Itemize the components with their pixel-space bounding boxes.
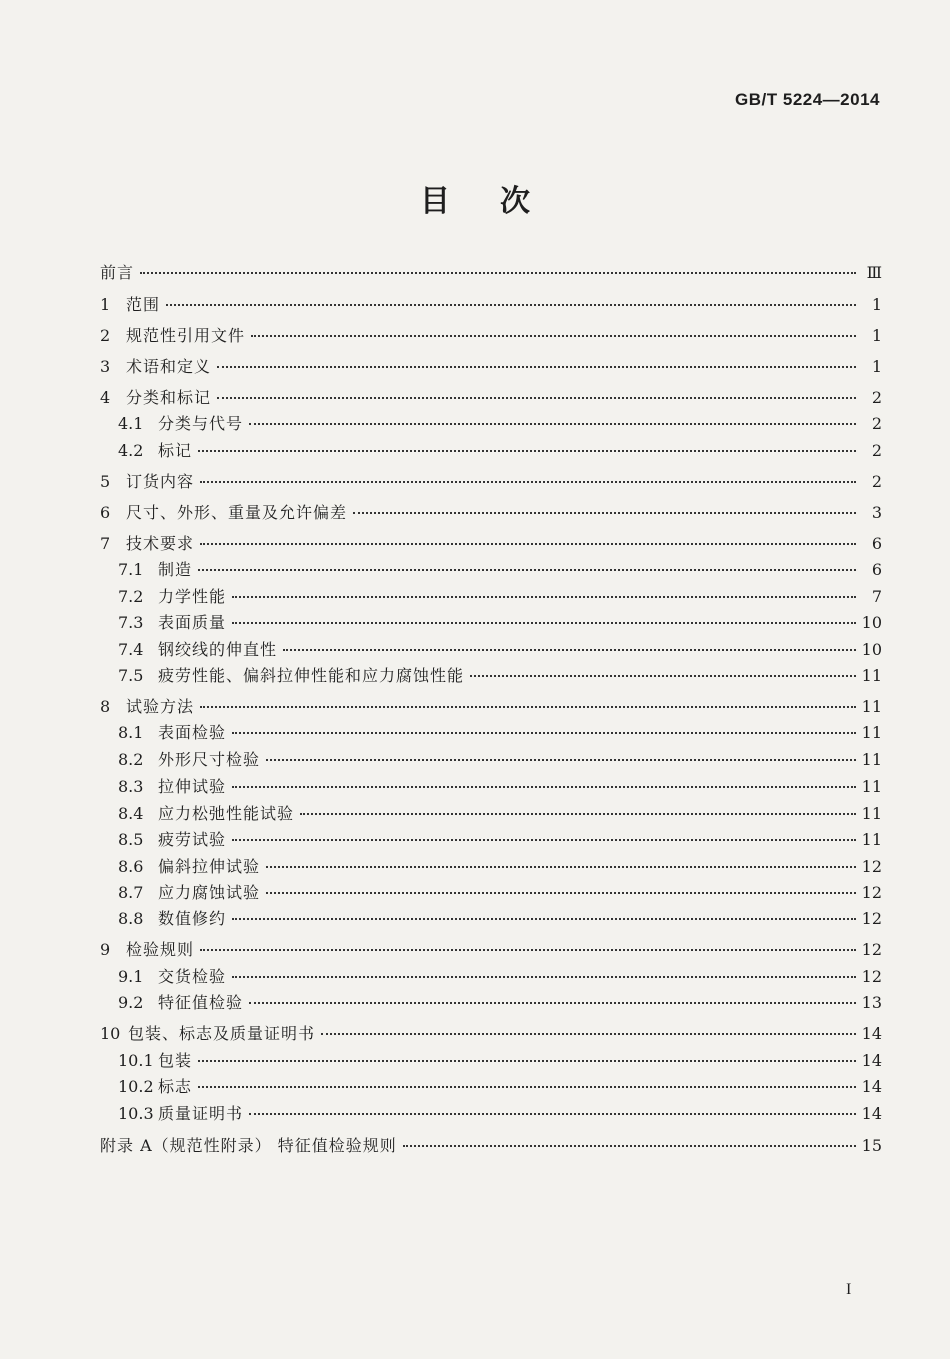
toc-entry-number: 7.5	[118, 666, 144, 685]
dot-leader	[232, 786, 856, 788]
toc-entry-label: 拉伸试验	[158, 777, 227, 796]
toc-entry-label: 钢绞线的伸直性	[158, 640, 278, 659]
toc-entry-page: 10	[861, 613, 882, 632]
toc-entry-page: 2	[871, 441, 882, 460]
toc-entry-number: 2	[100, 326, 111, 345]
toc-entry-number: 9.2	[118, 993, 144, 1012]
toc-entry-label: 数值修约	[158, 909, 227, 928]
toc-entry[interactable]	[100, 966, 882, 988]
toc-entry-number: 1	[100, 295, 111, 314]
toc-entry-page: 14	[861, 1104, 882, 1123]
toc-entry-page: 12	[861, 857, 882, 876]
toc-entry-page: 11	[861, 666, 882, 685]
toc-entry[interactable]	[100, 471, 882, 493]
toc-entry-number: 9.1	[118, 967, 144, 986]
toc-entry-page: 14	[861, 1024, 882, 1043]
toc-entry[interactable]	[100, 533, 882, 555]
toc-entry-label: 包装、标志及质量证明书	[128, 1024, 316, 1043]
toc-entry[interactable]	[100, 1050, 882, 1072]
toc-entry-number: 5	[100, 472, 111, 491]
toc-entry-page: 6	[871, 534, 882, 553]
toc-entry-label: 偏斜拉伸试验	[158, 857, 261, 876]
dot-leader	[232, 839, 856, 841]
toc-entry-number: 7.4	[118, 640, 144, 659]
toc-entry-page: 11	[861, 723, 882, 742]
dot-leader	[200, 949, 856, 951]
toc-entry[interactable]	[100, 1103, 882, 1125]
toc-entry[interactable]	[100, 1023, 882, 1045]
page-title: 目次	[420, 184, 580, 219]
dot-leader	[232, 622, 856, 624]
toc-entry-page: 11	[861, 804, 882, 823]
dot-leader	[266, 759, 856, 761]
toc-entry-label: 技术要求	[126, 534, 195, 553]
toc-entry-page: 7	[871, 587, 882, 606]
toc-entry-label: 制造	[158, 560, 193, 579]
toc-entry-label: 表面质量	[158, 613, 227, 632]
dot-leader	[300, 813, 856, 815]
toc-entry[interactable]	[100, 829, 882, 851]
dot-leader	[353, 512, 856, 514]
toc-entry-page: 1	[871, 357, 882, 376]
dot-leader	[283, 649, 856, 651]
dot-leader	[200, 481, 856, 483]
toc-entry-page: 3	[871, 503, 882, 522]
toc-entry[interactable]	[100, 749, 882, 771]
toc-entry-number: 8.8	[118, 909, 144, 928]
dot-leader	[198, 569, 856, 571]
dot-leader	[217, 366, 856, 368]
toc-entry-page: 11	[861, 750, 882, 769]
toc-entry-label: 分类和标记	[126, 388, 212, 407]
toc-entry-label: 标志	[158, 1077, 193, 1096]
toc-entry[interactable]	[100, 908, 882, 930]
dot-leader	[200, 543, 856, 545]
toc-entry-label: 应力腐蚀试验	[158, 883, 261, 902]
toc-entry[interactable]	[100, 803, 882, 825]
dot-leader	[232, 976, 856, 978]
toc-entry-label: 疲劳性能、偏斜拉伸性能和应力腐蚀性能	[158, 666, 465, 685]
toc-entry-number: 7.1	[118, 560, 144, 579]
toc-entry-number: 10.1	[118, 1051, 154, 1070]
dot-leader	[217, 397, 856, 399]
toc-entry-number: 10.2	[118, 1077, 154, 1096]
toc-entry-page: 2	[871, 414, 882, 433]
toc-entry-label: 尺寸、外形、重量及允许偏差	[126, 503, 348, 522]
toc-entry-number: 4.1	[118, 414, 144, 433]
dot-leader	[232, 732, 856, 734]
toc-entry-label: 范围	[126, 295, 161, 314]
toc-entry[interactable]	[100, 586, 882, 608]
dot-leader	[470, 675, 856, 677]
toc-entry-number: 10.3	[118, 1104, 154, 1123]
toc-entry-number: 8.2	[118, 750, 144, 769]
toc-entry[interactable]	[100, 1076, 882, 1098]
dot-leader	[232, 596, 856, 598]
toc-entry-page: 14	[861, 1051, 882, 1070]
toc-entry-label: 力学性能	[158, 587, 227, 606]
toc-entry-label: 订货内容	[126, 472, 195, 491]
toc-entry-page: 12	[861, 940, 882, 959]
toc-entry-label: 附录 A（规范性附录） 特征值检验规则	[100, 1136, 397, 1155]
toc-entry[interactable]	[100, 262, 882, 284]
toc-entry-page: 11	[861, 830, 882, 849]
dot-leader	[198, 1060, 856, 1062]
toc-entry[interactable]	[100, 665, 882, 687]
toc-entry-number: 10	[100, 1024, 121, 1043]
toc-entry-number: 4	[100, 388, 111, 407]
toc-entry[interactable]	[100, 856, 882, 878]
toc-entry-number: 8.3	[118, 777, 144, 796]
dot-leader	[249, 423, 856, 425]
toc-entry-page: 2	[871, 388, 882, 407]
toc-entry-number: 8.1	[118, 723, 144, 742]
toc-entry[interactable]	[100, 387, 882, 409]
toc-entry-number: 7.3	[118, 613, 144, 632]
toc-entry[interactable]	[100, 356, 882, 378]
toc-entry[interactable]	[100, 612, 882, 634]
dot-leader	[403, 1145, 856, 1147]
toc-entry-number: 7	[100, 534, 111, 553]
toc-entry-page: 12	[861, 967, 882, 986]
toc-entry-page: 11	[861, 697, 882, 716]
toc-entry-page: 1	[871, 326, 882, 345]
toc-entry-number: 8.6	[118, 857, 144, 876]
toc-entry-number: 4.2	[118, 441, 144, 460]
dot-leader	[321, 1033, 856, 1035]
dot-leader	[198, 450, 856, 452]
toc-entry-page: 14	[861, 1077, 882, 1096]
toc-entry-page: Ⅲ	[866, 263, 882, 282]
toc-entry-label: 交货检验	[158, 967, 227, 986]
standard-code: GB/T 5224—2014	[735, 90, 880, 109]
toc-entry[interactable]	[100, 502, 882, 524]
toc-entry-label: 规范性引用文件	[126, 326, 246, 345]
toc-entry[interactable]	[100, 559, 882, 581]
dot-leader	[200, 706, 856, 708]
toc-entry-page: 1	[871, 295, 882, 314]
toc-entry[interactable]	[100, 413, 882, 435]
toc-entry-page: 13	[861, 993, 882, 1012]
toc-entry[interactable]	[100, 1135, 882, 1157]
toc-entry-page: 15	[861, 1136, 882, 1155]
toc-entry-page: 10	[861, 640, 882, 659]
toc-entry[interactable]	[100, 939, 882, 961]
toc-entry-label: 术语和定义	[126, 357, 212, 376]
toc-entry[interactable]	[100, 776, 882, 798]
toc-entry-number: 8.4	[118, 804, 144, 823]
dot-leader	[198, 1086, 856, 1088]
toc-entry[interactable]	[100, 882, 882, 904]
toc-entry-number: 7.2	[118, 587, 144, 606]
dot-leader	[140, 272, 856, 274]
toc-entry-number: 6	[100, 503, 111, 522]
toc-entry[interactable]	[100, 722, 882, 744]
dot-leader	[266, 892, 856, 894]
toc-entry-page: 2	[871, 472, 882, 491]
toc-entry[interactable]	[100, 325, 882, 347]
toc-entry-label: 检验规则	[126, 940, 195, 959]
toc-entry-label: 标记	[158, 441, 193, 460]
toc-entry-label: 包装	[158, 1051, 193, 1070]
toc-entry[interactable]	[100, 294, 882, 316]
dot-leader	[251, 335, 856, 337]
toc-entry[interactable]	[100, 639, 882, 661]
dot-leader	[249, 1113, 856, 1115]
toc-entry-label: 应力松弛性能试验	[158, 804, 295, 823]
dot-leader	[266, 866, 856, 868]
toc-entry[interactable]	[100, 992, 882, 1014]
toc-entry-label: 表面检验	[158, 723, 227, 742]
toc-entry-number: 8	[100, 697, 111, 716]
toc-entry-number: 8.5	[118, 830, 144, 849]
toc-entry-number: 9	[100, 940, 111, 959]
toc-entry-number: 3	[100, 357, 111, 376]
page-number: I	[846, 1281, 852, 1298]
toc-entry-label: 质量证明书	[158, 1104, 244, 1123]
toc-entry-label: 疲劳试验	[158, 830, 227, 849]
toc-entry-page: 6	[871, 560, 882, 579]
toc-entry-label: 外形尺寸检验	[158, 750, 261, 769]
toc-entry-label: 特征值检验	[158, 993, 244, 1012]
toc-entry-label: 前言	[100, 263, 135, 282]
toc-entry-label: 试验方法	[126, 697, 195, 716]
toc-entry-page: 12	[861, 909, 882, 928]
toc-entry[interactable]	[100, 696, 882, 718]
toc-entry-page: 11	[861, 777, 882, 796]
toc-entry-page: 12	[861, 883, 882, 902]
dot-leader	[249, 1002, 856, 1004]
toc-entry-label: 分类与代号	[158, 414, 244, 433]
toc-entry[interactable]	[100, 440, 882, 462]
dot-leader	[232, 918, 856, 920]
toc-entry-number: 8.7	[118, 883, 144, 902]
dot-leader	[166, 304, 856, 306]
